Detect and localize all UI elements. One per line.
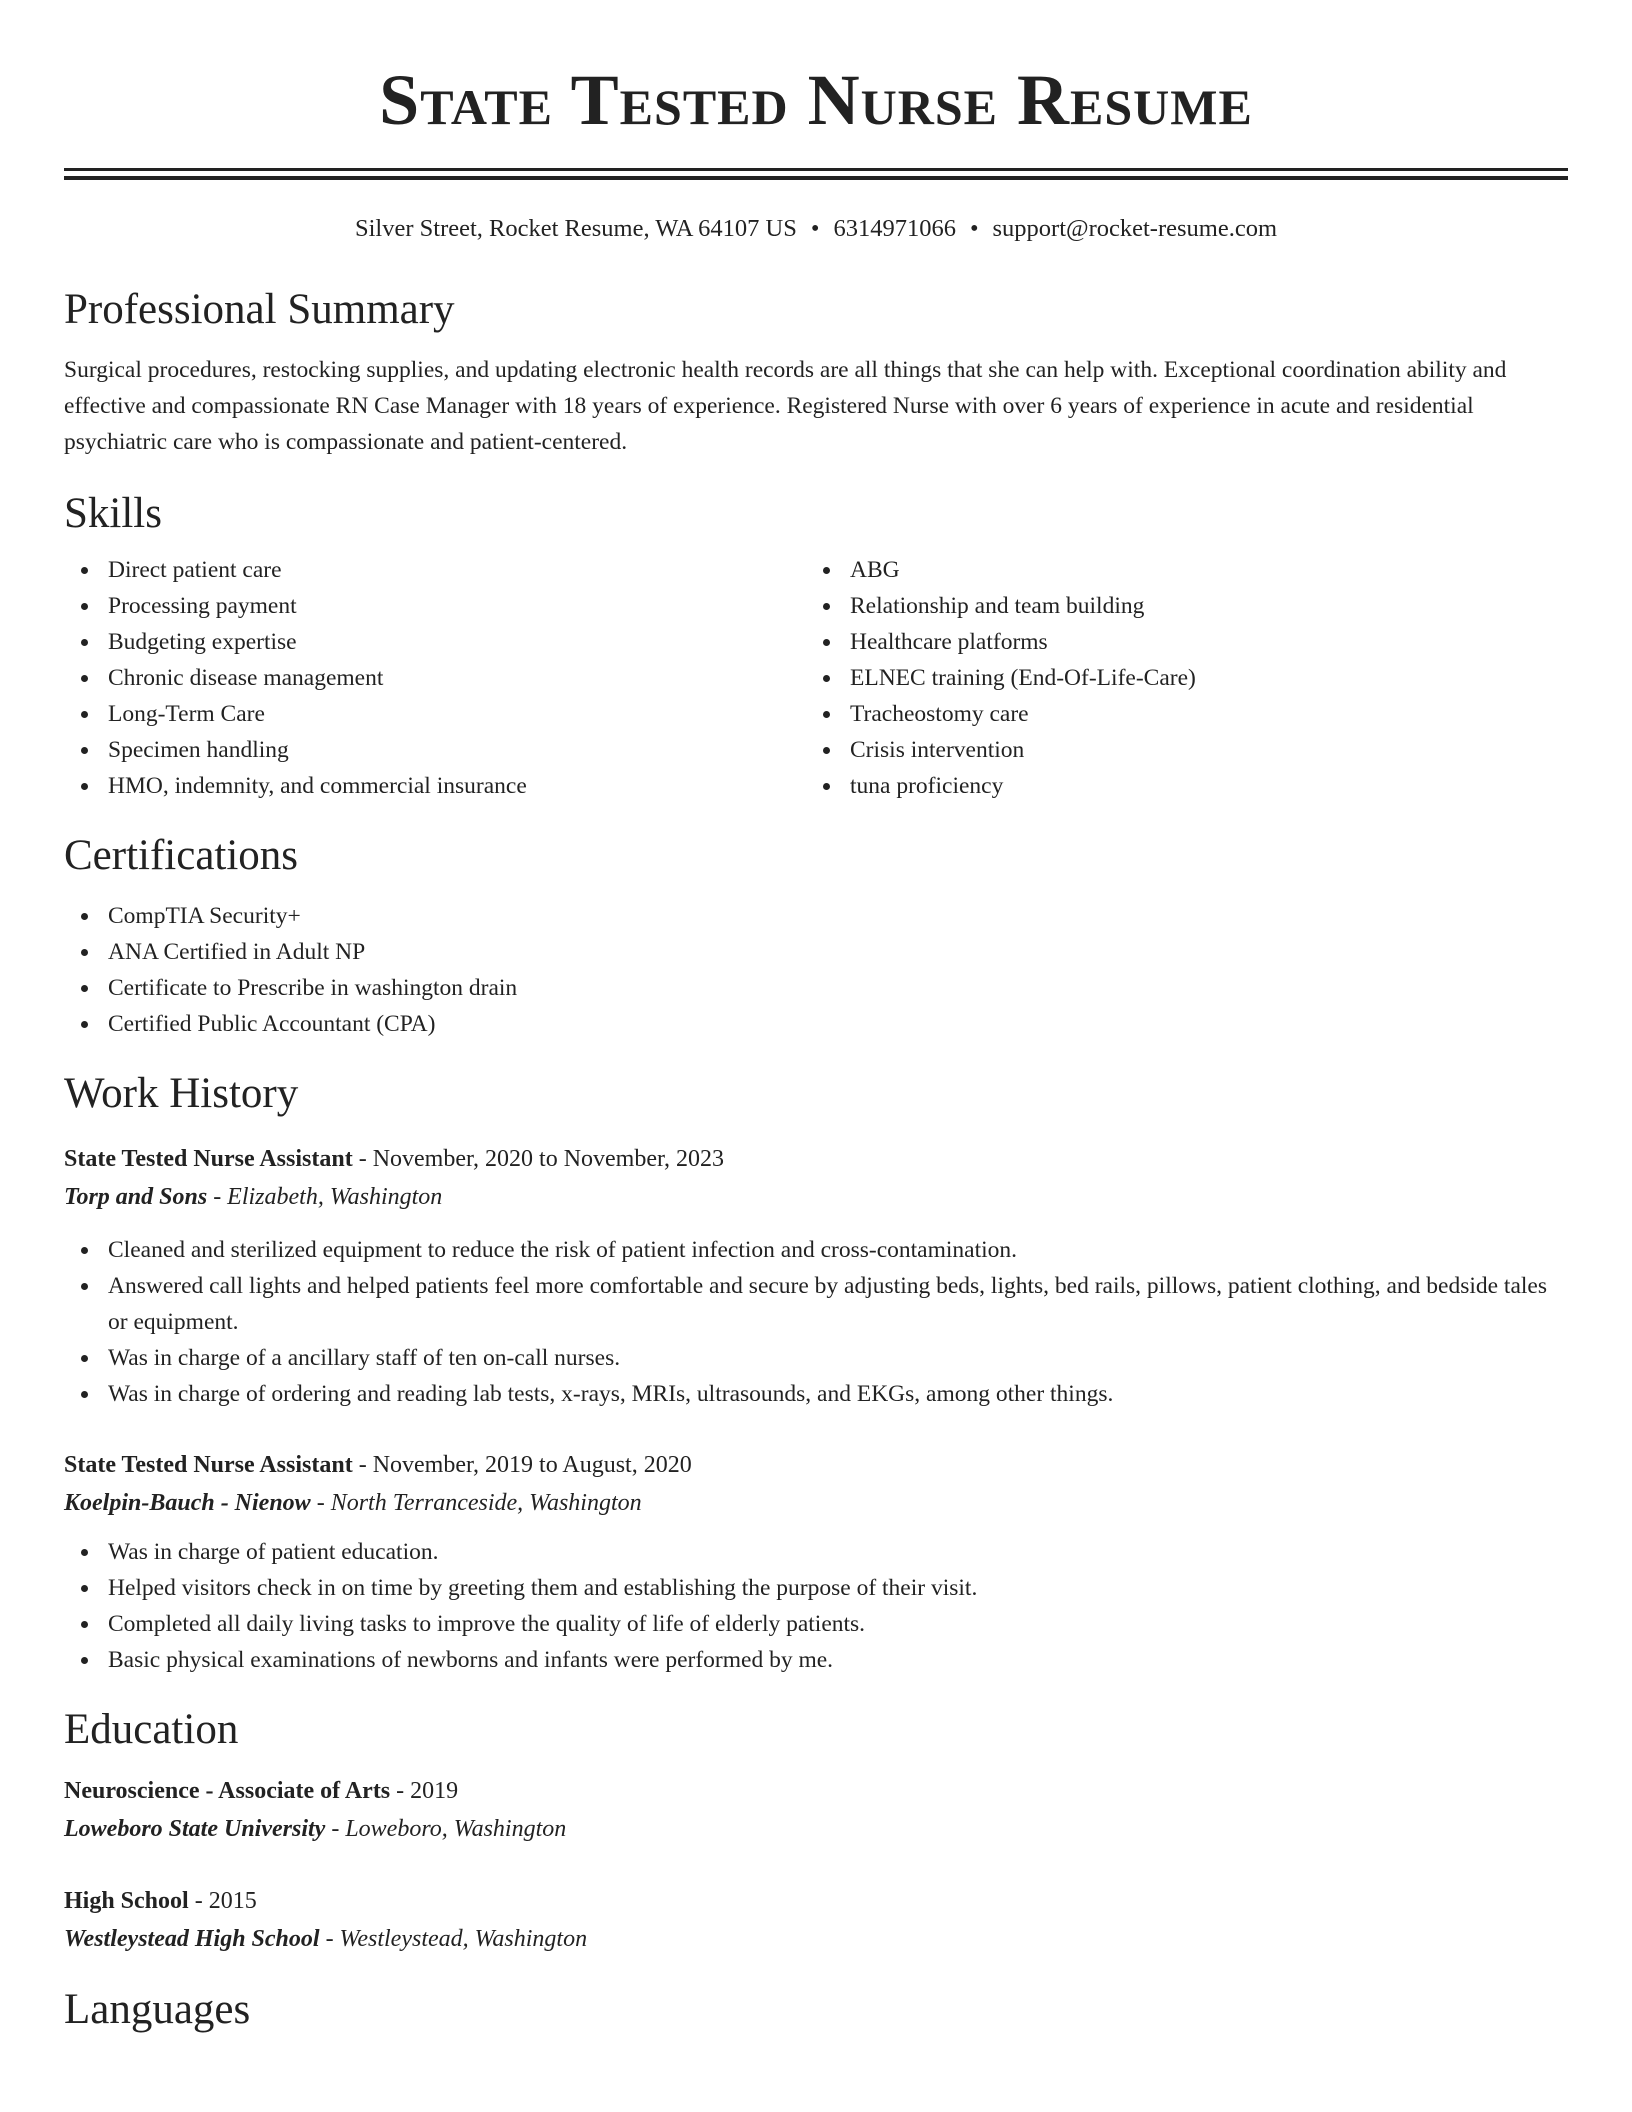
certifications-list — [64, 898, 1568, 1042]
job-dates: - November, 2019 to August, 2020 — [352, 1452, 692, 1478]
summary-text: Surgical procedures, restocking supplies, and updating electronic health records are all things that she can help with. Exceptional coordination ability and effective and compassionate RN Case Manager with 18 years of experience. Registered Nurse with over 6 years of experience in acute and residential psychiatric care who is compassionate and patient-centered. — [64, 357, 1507, 455]
contact-separator: • — [810, 215, 820, 242]
job-title-line — [64, 1140, 1568, 1178]
job-duty-item: Answered call lights and helped patients feel more comfortable and secure by adjusting beds, lights, bed rails, pillows, patient clothing, and bedside tales or equipment. — [64, 1268, 1568, 1340]
job-location: - North Terranceside, Washington — [310, 1490, 642, 1516]
job-duty-item: Helped visitors check in on time by greeting them and establishing the purpose of their visit. — [64, 1570, 1568, 1606]
skill-item: Budgeting expertise — [64, 624, 806, 660]
education-year: - 2015 — [188, 1888, 257, 1914]
skill-item: tuna proficiency — [806, 768, 1548, 804]
job-entry — [64, 1446, 1568, 1678]
job-duty-item: Cleaned and sterilized equipment to reduce the risk of patient infection and cross-contamination. — [64, 1232, 1568, 1268]
certification-item: Certified Public Accountant (CPA) — [64, 1006, 1568, 1042]
job-duties-list — [64, 1232, 1568, 1412]
job-title-line — [64, 1446, 1568, 1484]
education-school: Westleystead High School — [64, 1926, 320, 1952]
job-company: Koelpin-Bauch - Nienow — [64, 1490, 311, 1516]
skill-item: ELNEC training (End-Of-Life-Care) — [806, 660, 1548, 696]
skill-item: Tracheostomy care — [806, 696, 1548, 732]
title-divider-thin — [64, 168, 1568, 171]
education-school-line — [64, 1920, 1568, 1958]
education-location: - Loweboro, Washington — [325, 1816, 567, 1842]
job-duty-item: Was in charge of a ancillary staff of ten on-call nurses. — [64, 1340, 1568, 1376]
certification-item: Certificate to Prescribe in washington drain — [64, 970, 1568, 1006]
education-location: - Westleystead, Washington — [319, 1926, 588, 1952]
job-company-line — [64, 1484, 1568, 1522]
certification-item: ANA Certified in Adult NP — [64, 934, 1568, 970]
skill-item: Chronic disease management — [64, 660, 806, 696]
skill-item: Crisis intervention — [806, 732, 1548, 768]
job-duty-item: Completed all daily living tasks to improve the quality of life of elderly patients. — [64, 1606, 1568, 1642]
job-location: - Elizabeth, Washington — [207, 1184, 443, 1210]
certification-item: CompTIA Security+ — [64, 898, 1568, 934]
certifications-heading: Certifications — [64, 832, 299, 879]
education-heading: Education — [64, 1706, 239, 1753]
skill-item: HMO, indemnity, and commercial insurance — [64, 768, 806, 804]
skills-list-right — [806, 552, 1548, 804]
contact-line — [64, 214, 1568, 244]
skill-item: Relationship and team building — [806, 588, 1548, 624]
education-school: Loweboro State University — [64, 1816, 326, 1842]
title-divider-thick — [64, 176, 1568, 180]
job-title: State Tested Nurse Assistant — [64, 1452, 353, 1478]
contact-phone: 6314971066 — [833, 215, 956, 242]
job-entry — [64, 1140, 1568, 1412]
skills-columns — [64, 552, 1568, 804]
skill-item: Direct patient care — [64, 552, 806, 588]
skill-item: ABG — [806, 552, 1548, 588]
skill-item: Long-Term Care — [64, 696, 806, 732]
resume-title: State Tested Nurse Resume — [379, 60, 1253, 140]
education-year: - 2019 — [390, 1778, 459, 1804]
job-duties-list — [64, 1534, 1568, 1678]
contact-email: support@rocket-resume.com — [992, 215, 1278, 242]
education-entry — [64, 1772, 1568, 1848]
education-degree: Neuroscience - Associate of Arts — [64, 1778, 391, 1804]
work-history-heading: Work History — [64, 1070, 299, 1117]
job-dates: - November, 2020 to November, 2023 — [352, 1146, 725, 1172]
education-degree-line — [64, 1772, 1568, 1810]
contact-address: Silver Street, Rocket Resume, WA 64107 US — [354, 215, 797, 242]
languages-heading: Languages — [64, 1986, 251, 2033]
education-school-line — [64, 1810, 1568, 1848]
education-degree-line — [64, 1882, 1568, 1920]
skills-list-left — [64, 552, 806, 804]
skill-item: Specimen handling — [64, 732, 806, 768]
education-entry — [64, 1882, 1568, 1958]
job-duty-item: Was in charge of patient education. — [64, 1534, 1568, 1570]
summary-heading: Professional Summary — [64, 286, 455, 333]
skills-heading: Skills — [64, 490, 162, 537]
job-duty-item: Basic physical examinations of newborns and infants were performed by me. — [64, 1642, 1568, 1678]
education-degree: High School — [64, 1888, 189, 1914]
job-company: Torp and Sons — [64, 1184, 208, 1210]
contact-separator: • — [969, 215, 979, 242]
skill-item: Processing payment — [64, 588, 806, 624]
job-duty-item: Was in charge of ordering and reading lab tests, x-rays, MRIs, ultrasounds, and EKGs, among other things. — [64, 1376, 1568, 1412]
job-title: State Tested Nurse Assistant — [64, 1146, 353, 1172]
skill-item: Healthcare platforms — [806, 624, 1548, 660]
job-company-line — [64, 1178, 1568, 1216]
